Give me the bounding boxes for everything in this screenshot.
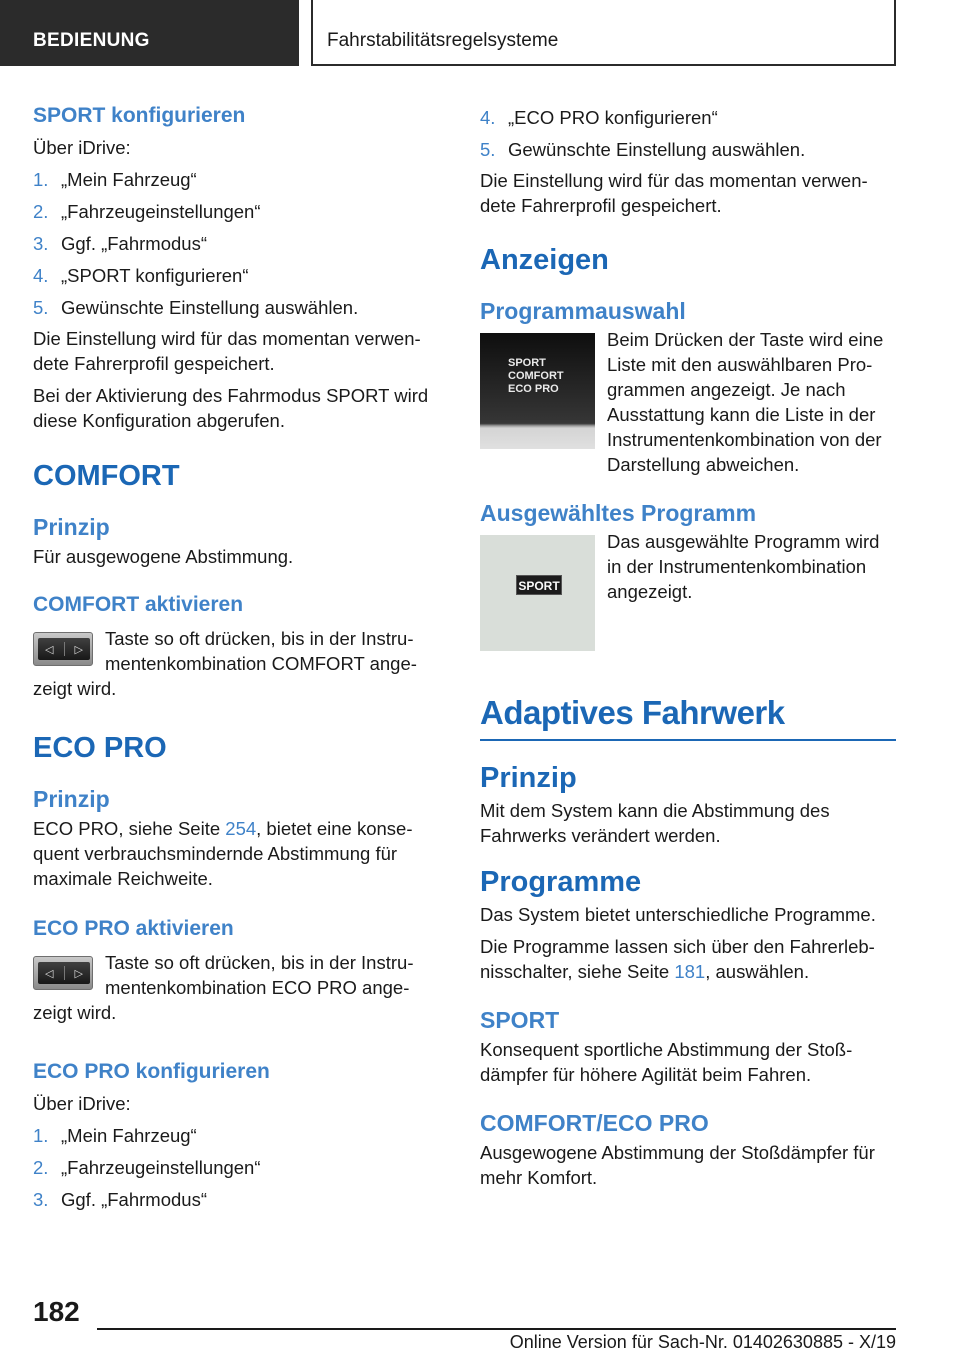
step-text: „Fahrzeugeinstellungen“ (61, 201, 261, 222)
text: ECO PRO, siehe Seite (33, 818, 226, 839)
heading-programme: Programme (480, 866, 642, 898)
paragraph: Das ausgewählte Programm wird in der Instrumentenkombination angezeigt. (607, 531, 880, 602)
text: , auswählen. (705, 961, 810, 982)
heading-sport-konfigurieren: SPORT konfigurieren (33, 104, 246, 127)
page-link[interactable]: 254 (225, 818, 257, 839)
paragraph: Über iDrive: (33, 1093, 131, 1114)
sport-badge: SPORT (516, 575, 562, 595)
list-item (480, 105, 896, 130)
step-number: 5. (480, 139, 496, 160)
program-list-image (480, 333, 595, 449)
list-item (33, 263, 445, 288)
paragraph: Für ausgewogene Abstimmung. (33, 546, 294, 567)
step-text: „ECO PRO konfigurieren“ (508, 107, 718, 128)
paragraph: Taste so oft drücken, bis in der Instru-mentenkombination ECO PRO ange-zeigt wird. (33, 952, 414, 1023)
arrow-right-icon: ▷ (74, 643, 83, 656)
heading-prinzip: Prinzip (33, 514, 110, 540)
footer-divider (97, 1328, 896, 1330)
heading-comfort-eco-pro: COMFORT/ECO PRO (480, 1110, 709, 1136)
paragraph: Ausgewogene Abstimmung der Stoßdämpfer für mehr Komfort. (480, 1142, 875, 1188)
program-list-line: COMFORT (508, 370, 564, 382)
button-divider (64, 966, 65, 980)
heading-comfort: COMFORT (33, 460, 180, 492)
heading-eco-pro-aktivieren: ECO PRO aktivieren (33, 917, 234, 940)
heading-comfort-aktivieren: COMFORT aktivieren (33, 593, 244, 616)
step-text: Gewünschte Einstellung auswählen. (61, 297, 359, 318)
step-number: 2. (33, 1157, 49, 1178)
left-column (33, 100, 445, 1212)
paragraph: Beim Drücken der Taste wird eine Liste mit den auswählbaren Pro-grammen angezeigt. Je nach Ausstattung kann die Liste in der Instrumentenkombination von der Darstellung abweichen. (607, 329, 884, 475)
step-number: 4. (33, 265, 49, 286)
heading-adaptives-fahrwerk: Adaptives Fahrwerk (480, 693, 896, 741)
list-item (480, 137, 896, 162)
list-item (33, 1155, 445, 1180)
paragraph: Die Einstellung wird für das momentan verwen-dete Fahrerprofil gespeichert. (480, 170, 868, 216)
mode-button-image (33, 632, 93, 666)
steps-list (33, 167, 445, 320)
step-number: 5. (33, 297, 49, 318)
step-number: 1. (33, 1125, 49, 1146)
selected-program-image (480, 535, 595, 651)
program-list-line: SPORT (508, 357, 546, 369)
program-list-line: ECO PRO (508, 383, 559, 395)
step-number: 4. (480, 107, 496, 128)
paragraph (480, 934, 896, 984)
heading-anzeigen: Anzeigen (480, 244, 609, 276)
footer-text: Online Version für Sach-Nr. 01402630885 - X/19 (509, 1332, 896, 1352)
heading-eco-pro-konfigurieren: ECO PRO konfigurieren (33, 1060, 270, 1083)
step-number: 2. (33, 201, 49, 222)
step-text: Ggf. „Fahrmodus“ (61, 233, 207, 254)
right-column (480, 100, 896, 1190)
step-text: „Fahrzeugeinstellungen“ (61, 1157, 261, 1178)
paragraph (33, 816, 445, 891)
paragraph: Die Einstellung wird für das momentan verwen-dete Fahrerprofil gespeichert. (33, 328, 421, 374)
paragraph: Bei der Aktivierung des Fahrmodus SPORT wird diese Konfiguration abgerufen. (33, 385, 429, 431)
page-number: 182 (33, 1296, 80, 1327)
button-face (38, 638, 90, 660)
paragraph: Taste so oft drücken, bis in der Instru-mentenkombination COMFORT ange-zeigt wird. (33, 628, 417, 699)
steps-list (480, 105, 896, 162)
heading-prinzip: Prinzip (480, 762, 577, 794)
list-item (33, 1123, 445, 1148)
page-link[interactable]: 181 (674, 961, 706, 982)
arrow-left-icon: ◁ (45, 967, 54, 980)
steps-list (33, 1123, 445, 1212)
paragraph: Über iDrive: (33, 137, 131, 158)
arrow-right-icon: ▷ (74, 967, 83, 980)
step-text: Ggf. „Fahrmodus“ (61, 1189, 207, 1210)
page-header (0, 0, 960, 66)
step-number: 3. (33, 1189, 49, 1210)
step-text: „SPORT konfigurieren“ (61, 265, 249, 286)
list-item (33, 167, 445, 192)
step-text: „Mein Fahrzeug“ (61, 1125, 197, 1146)
text: Die Programme lassen sich über den Fahrerleb-nisschalter, siehe Seite (480, 936, 875, 982)
list-item (33, 199, 445, 224)
list-item (33, 1187, 445, 1212)
mode-button-image (33, 956, 93, 990)
paragraph: Mit dem System kann die Abstimmung des Fahrwerks verändert werden. (480, 800, 830, 846)
step-text: „Mein Fahrzeug“ (61, 169, 197, 190)
step-number: 3. (33, 233, 49, 254)
heading-programmauswahl: Programmauswahl (480, 298, 686, 324)
text: , bietet eine konse-quent verbrauchsmindernde Abstimmung für maximale Reichweite. (33, 818, 413, 889)
heading-eco-pro: ECO PRO (33, 732, 167, 764)
button-face (38, 962, 90, 984)
section-title: BEDIENUNG (0, 0, 299, 66)
paragraph: Konsequent sportliche Abstimmung der Stoß-dämpfer für höhere Agilität beim Fahren. (480, 1039, 853, 1085)
heading-ausgewaehltes-programm: Ausgewähltes Programm (480, 500, 757, 526)
activate-block (33, 626, 445, 701)
arrow-left-icon: ◁ (45, 643, 54, 656)
list-item (33, 231, 445, 256)
program-selection-block (480, 327, 896, 477)
chapter-title: Fahrstabilitätsregelsysteme (311, 0, 896, 66)
heading-sport: SPORT (480, 1007, 560, 1033)
step-number: 1. (33, 169, 49, 190)
step-text: Gewünschte Einstellung auswählen. (508, 139, 806, 160)
heading-prinzip: Prinzip (33, 786, 110, 812)
activate-block (33, 950, 445, 1025)
selected-program-block (480, 529, 896, 655)
button-divider (64, 642, 65, 656)
paragraph: Das System bietet unterschiedliche Programme. (480, 904, 876, 925)
list-item (33, 295, 445, 320)
